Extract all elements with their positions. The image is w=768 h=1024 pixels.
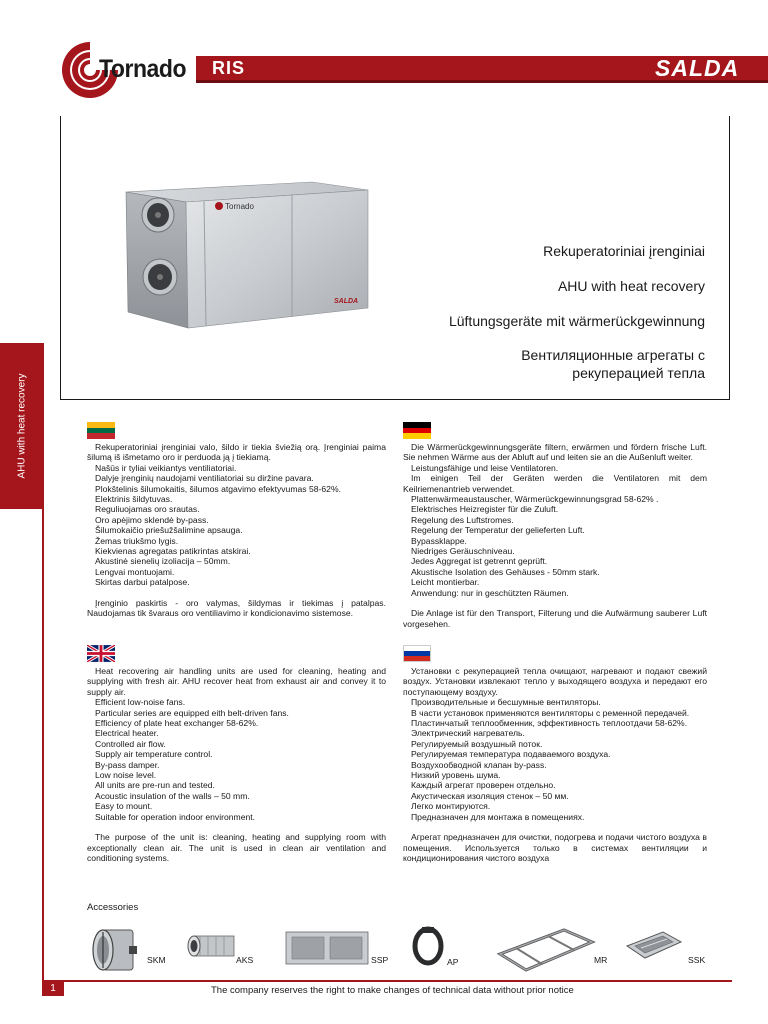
unit-mark-text: SALDA (334, 298, 359, 305)
ru-item: Производительные и бесшумные вентиляторы. (411, 697, 601, 708)
de-description (403, 442, 707, 629)
ssp-box-icon (284, 928, 370, 968)
ru-item: В части установок применяются вентиляторы с ременной передачей. (411, 707, 690, 718)
de-item: Regelung des Luftstromes. (411, 514, 514, 525)
hero-title-lt: Rekuperatoriniai įrenginiai (543, 243, 705, 259)
lt-intro: Rekuperatoriniai įrenginiai valo, šildo ir tiekia šviežią orą. Įrenginiai paima šilumą iš išmetamo oro ir perduoda ją į tiekiamą. (87, 442, 386, 463)
mr-frame-icon (496, 926, 596, 974)
de-item: Plattenwärmeaustauscher, Wärmerückgewinnungsgrad 58-62% . (411, 494, 659, 505)
brand-name: Tornado (99, 55, 187, 83)
unit-badge-text: Tornado (225, 202, 254, 211)
series-name: RIS (212, 58, 246, 78)
de-item: Regelung der Temperatur der gelieferten Luft. (411, 525, 585, 536)
lt-item: Oro apėjimo sklendė by-pass. (95, 514, 209, 525)
de-item: Jedes Aggregat ist getrennt geprüft. (411, 556, 548, 567)
left-red-rule (42, 509, 44, 985)
ru-item: Каждый агрегат проверен отдельно. (411, 780, 556, 791)
en-outro: The purpose of the unit is: cleaning, heating and supplying room with exceptionally clean air. The unit is used in clean air ventilation and conditioning systems. (87, 832, 386, 863)
acc-label-skm: SKM (147, 955, 166, 965)
hero-title-en: AHU with heat recovery (557, 278, 705, 294)
ru-item: Воздухообводной клапан by-pass. (411, 759, 547, 770)
side-tab-label: AHU with heat recovery (16, 373, 28, 479)
en-item: Easy to mount. (95, 801, 153, 812)
de-item: Bypassklappe. (411, 535, 467, 546)
lt-item: Lengvai montuojami. (95, 566, 175, 577)
de-item: Leistungsfähige und leise Ventilatoren. (411, 462, 559, 473)
en-item: Supply air temperature control. (95, 749, 213, 760)
acc-label-ssp: SSP (371, 955, 389, 965)
lt-item: Akustinė sienelių izoliacija – 50mm. (95, 556, 231, 567)
ru-item: Регулируемая температура подаваемого воздуха. (411, 749, 611, 760)
lt-item: Kiekvienas agregatas patikrintas atskirai. (95, 546, 251, 557)
acc-label-ssk: SSK (688, 955, 706, 965)
lt-item: Plokštelinis šilumokaitis, šilumos atgavimo efektyvumas 58-62%. (95, 483, 341, 494)
de-item: Elektrisches Heizregister für die Zuluft. (411, 504, 559, 515)
lt-item: Žemas triukšmo lygis. (95, 535, 179, 546)
hero-title-de: Lüftungsgeräte mit wärmerückgewinnung (448, 313, 705, 329)
en-item: Low noise level. (95, 770, 157, 781)
ap-clamp-icon (412, 926, 444, 966)
lt-description (87, 442, 386, 619)
lithuania-flag-icon (87, 422, 115, 439)
en-item: Efficient low-noise fans. (95, 697, 186, 708)
de-item: Anwendung: nur in geschützten Räumen. (411, 587, 569, 598)
de-item: Niedriges Geräuschniveau. (411, 546, 515, 557)
lt-item: Šilumokaičio priešužšalimine apsauga. (95, 525, 243, 536)
ru-outro: Агрегат предназначен для очистки, подогрева и подачи чистого воздуха в помещения. Используется только в системах вентиляции и кондиционирования чистого воздуха (403, 832, 707, 863)
en-item: Particular series are equipped eith belt-driven fans. (95, 707, 289, 718)
skm-damper-icon (89, 926, 141, 976)
en-item: Controlled air flow. (95, 738, 166, 749)
uk-flag-icon (87, 645, 115, 662)
en-item: Acoustic insulation of the walls – 50 mm. (95, 790, 250, 801)
ru-description (403, 666, 707, 863)
aks-silencer-icon (186, 928, 236, 964)
accessories-heading: Accessories (87, 902, 139, 913)
lt-item: Skirtas darbui patalpose. (95, 577, 190, 588)
acc-label-aks: AKS (236, 955, 254, 965)
side-category-tab (0, 343, 44, 509)
ssk-component-icon (623, 928, 685, 962)
ru-item: Пластинчатый теплообменник, эффективность теплоотдачи 58-62%. (411, 718, 688, 729)
footer-disclaimer: The company reserves the right to make changes of technical data without prior notice (211, 985, 574, 996)
lt-item: Našūs ir tyliai veikiantys ventiliatoriai. (95, 462, 237, 473)
en-item: All units are pre-run and tested. (95, 780, 215, 791)
germany-flag-icon (403, 422, 431, 439)
page-number: 1 (50, 983, 56, 994)
ru-item: Регулируемый воздушный поток. (411, 738, 543, 749)
ru-item: Акустическая изоляция стенок – 50 мм. (411, 790, 569, 801)
ru-item: Низкий уровень шума. (411, 770, 501, 781)
acc-label-ap: AP (447, 957, 459, 967)
footer-red-line (42, 980, 732, 982)
acc-label-mr: MR (594, 955, 608, 965)
lt-item: Elektrinis šildytuvas. (95, 494, 173, 505)
maker-logo: SALDA (655, 55, 740, 81)
air-handling-unit-image (116, 180, 372, 330)
en-description (87, 666, 386, 863)
hero-title-ru-line1: Вентиляционные агрегаты с (521, 347, 705, 363)
ru-item: Электрический нагреватель. (411, 728, 525, 739)
russia-flag-icon (403, 645, 431, 662)
en-item: Electrical heater. (95, 728, 159, 739)
lt-item: Reguliuojamas oro srautas. (95, 504, 200, 515)
de-intro: Die Wärmerückgewinnungsgeräte filtern, erwärmen und fördern frische Luft. Sie nehmen Wärme aus der Abluft auf und leiten sie an die Außenluft weiter. (403, 442, 707, 463)
de-item: Im einigen Teil der Geräten werden die Ventilatoren mit dem Keilriemenantrieb verwendet. (403, 473, 707, 494)
de-item: Leicht montierbar. (411, 577, 480, 588)
en-item: Efficiency of plate heat exchanger 58-62%. (95, 718, 259, 729)
ru-item: Предназначен для монтажа в помещениях. (411, 811, 585, 822)
ru-item: Легко монтируются. (411, 801, 491, 812)
hero-title-ru-line2: рекуперацией тепла (572, 365, 705, 381)
lt-outro: Įrenginio paskirtis - oro valymas, šildymas ir tiekimas į patalpas. Naudojamas tik švaraus oro ventiliavimo ir kondicionavimo sistemose. (87, 597, 386, 619)
de-item: Akustische Isolation des Gehäuses - 50mm stark. (411, 566, 600, 577)
en-intro: Heat recovering air handling units are used for cleaning, heating and supplying with fresh air. AHU recover heat from exhaust air and convey it to supply air. (87, 666, 386, 697)
lt-item: Dalyje įrenginių naudojami ventiliatoriai su diržine pavara. (95, 473, 314, 484)
en-item: By-pass damper. (95, 759, 160, 770)
de-outro: Die Anlage ist für den Transport, Filterung und die Aufwärmung sauberer Luft vorgesehen. (403, 608, 707, 629)
ru-intro: Установки с рекуперацией тепла очищают, нагревают и подают свежий воздух. Установки извлекают тепло у выходящего воздуха и передают его поступающему воздуху. (403, 666, 707, 697)
en-item: Suitable for operation indoor environment. (95, 811, 256, 822)
